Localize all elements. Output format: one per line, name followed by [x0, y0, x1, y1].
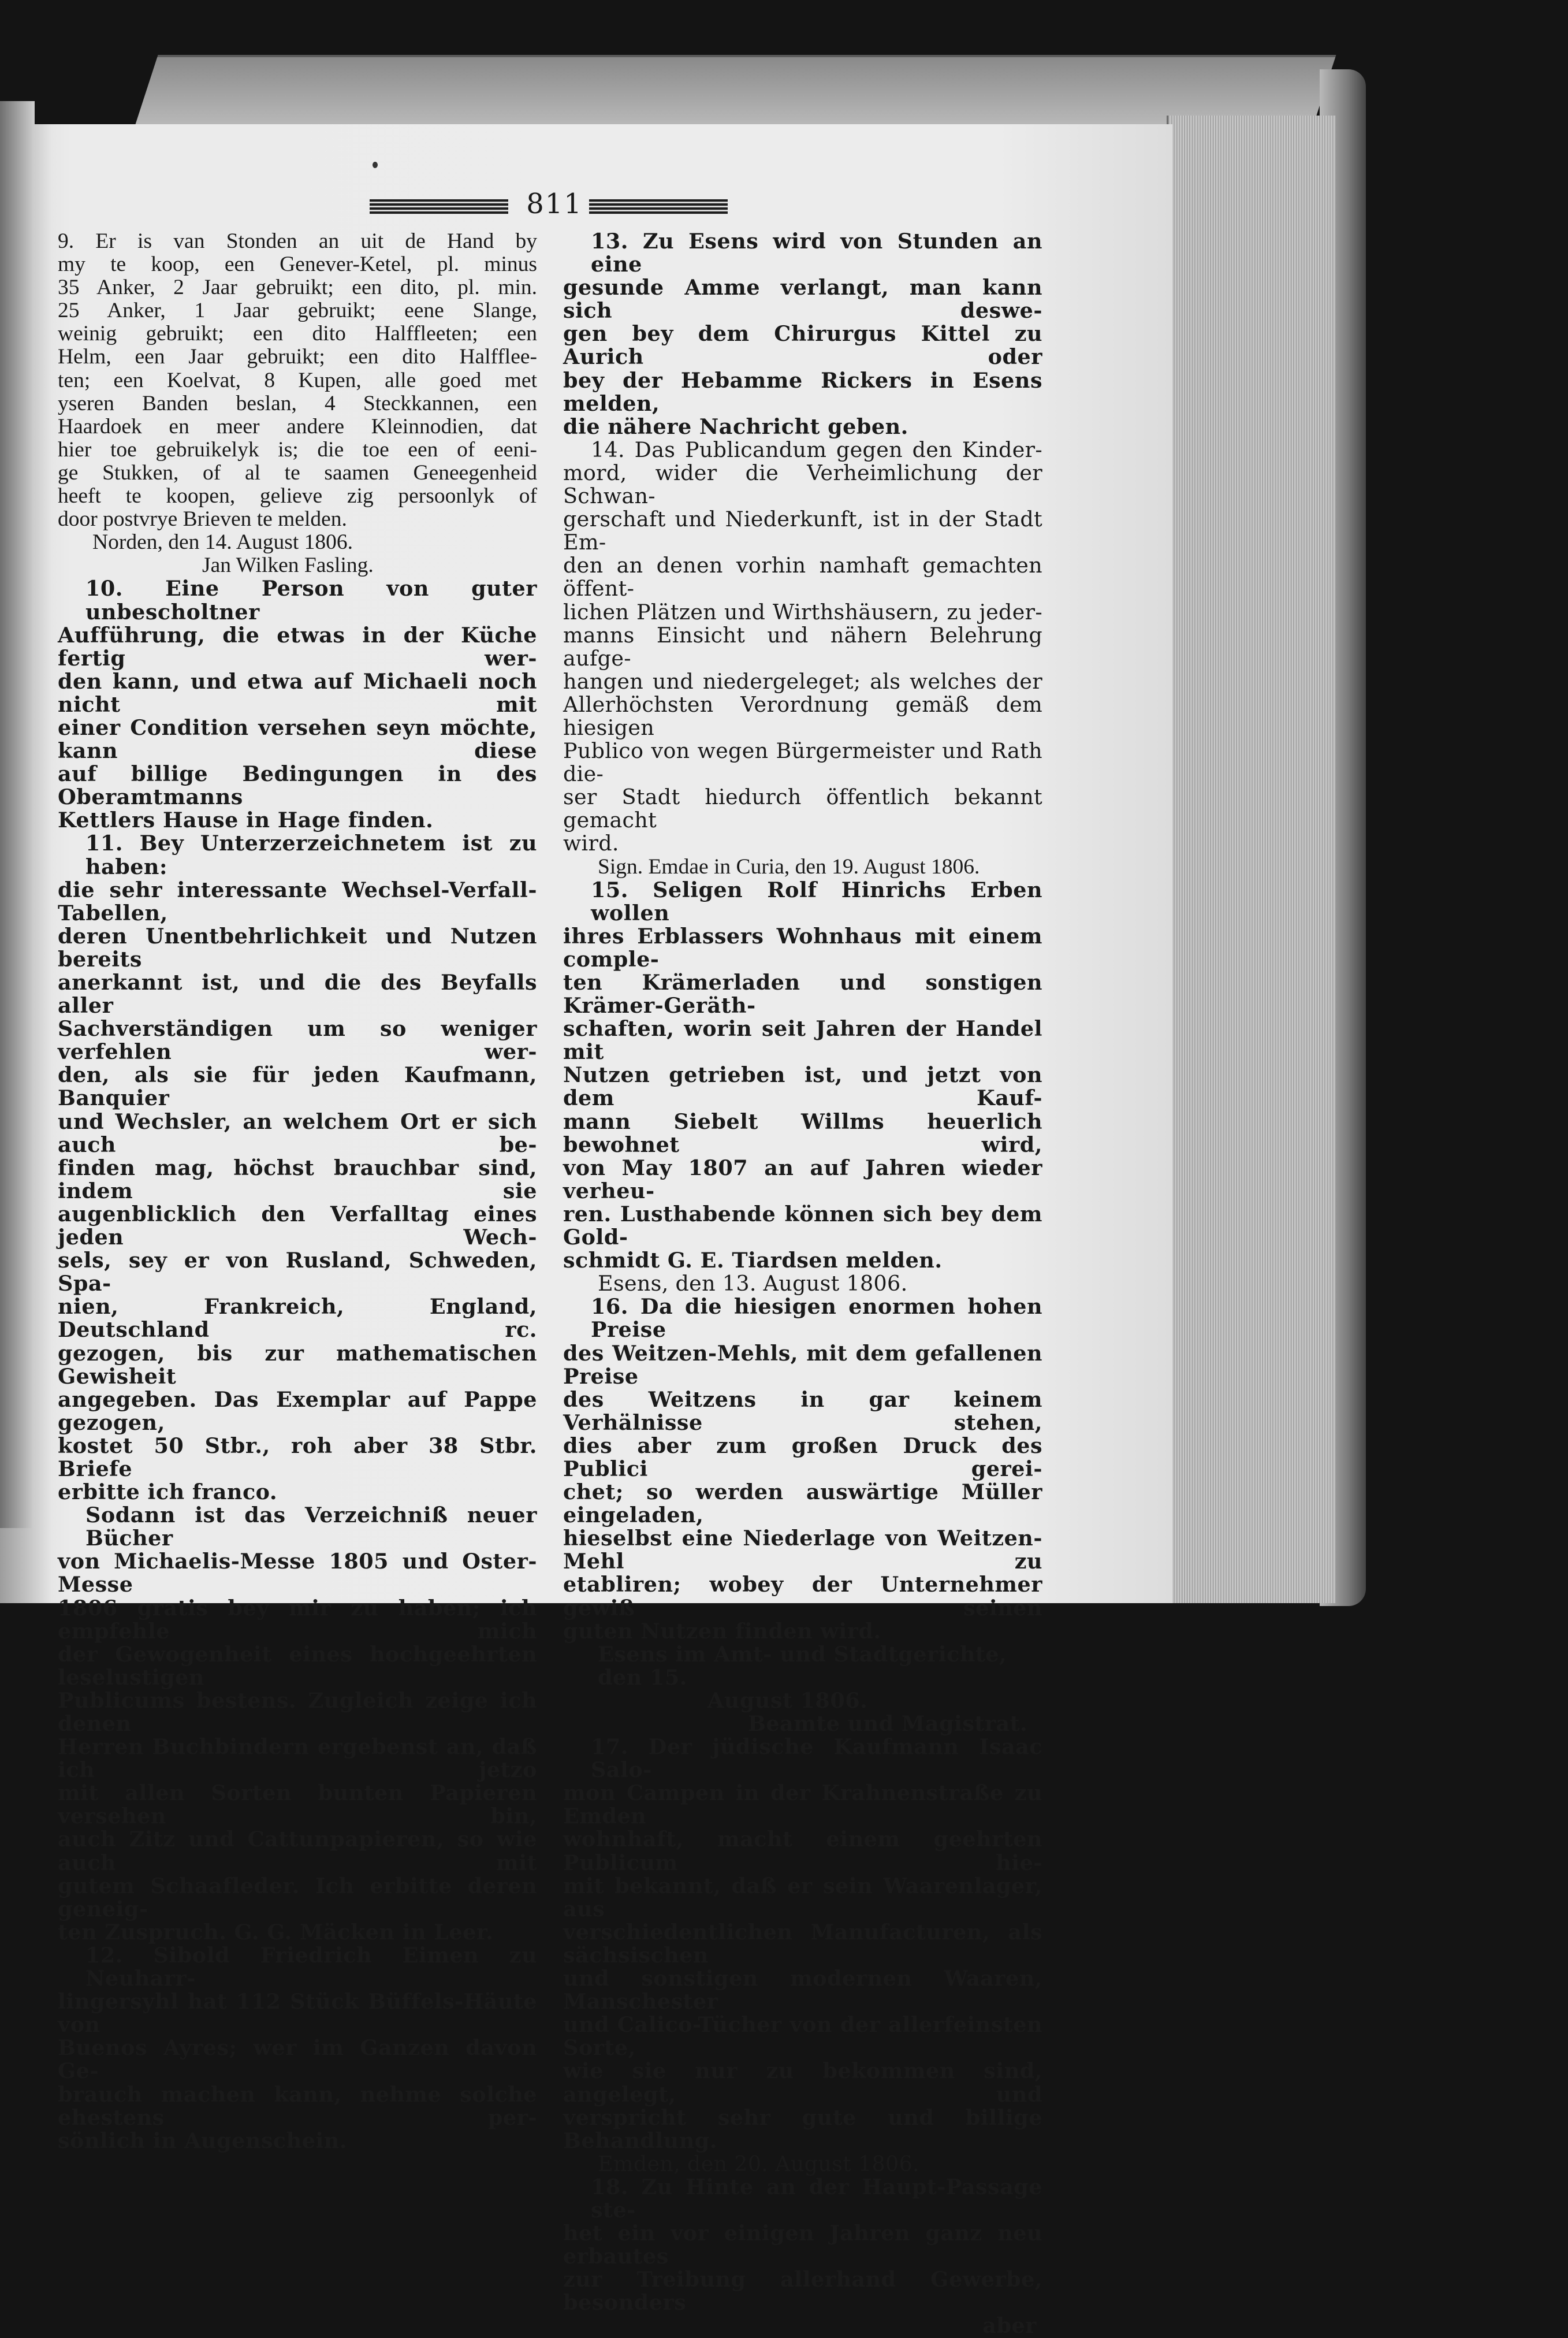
text-line: schmidt G. E. Tiardsen melden. — [563, 1248, 943, 1273]
text-line: August 1806. — [707, 1687, 868, 1713]
text-line: auch Zitz und Cattunpapieren, so wie auch mit — [58, 1827, 537, 1875]
text-line: ren. Lusthabende können sich bey dem Gold- — [563, 1201, 1042, 1250]
text-line: ten Zuspruch. G. G. Mäcken in Leer. — [58, 1919, 494, 1945]
text-line: mit allen Sorten bunten Papieren versehen bin, — [58, 1781, 537, 1829]
text-line: den an denen vorhin namhaft gemachten öffent- — [563, 553, 1042, 601]
text-line: mon Campen in der Krahnenstraße zu Emden — [563, 1781, 1042, 1829]
text-line: den, als sie für jeden Kaufmann, Banquier — [58, 1062, 537, 1111]
text-line: aber — [982, 2313, 1037, 2338]
text-line: weinig gebruikt; een dito Halffleeten; een — [58, 322, 537, 346]
text-line: wie sie nur zu bekommen sind, angelegt, und — [563, 2058, 1042, 2107]
text-line: door postvrye Brieven te melden. — [58, 507, 347, 531]
text-line: gesunde Amme verlangt, man kann sich deswe- — [563, 275, 1042, 324]
text-line: ihres Erblassers Wohnhaus mit einem comple- — [563, 923, 1042, 972]
text-line: etabliren; wobey der Unternehmer gewiß seinen — [563, 1572, 1042, 1620]
text-line: wohnhaft, macht einem geehrten Publicum hie- — [563, 1827, 1042, 1875]
text-line: Aufführung, die etwas in der Küche fertig wer- — [58, 622, 537, 671]
text-line: 11. Bey Unterzerzeichnetem ist zu haben: — [85, 831, 537, 879]
text-line: ge Stukken, of al te saamen Geneegenheid — [58, 460, 537, 485]
text-line: gerschaft und Niederkunft, ist in der Stadt Em- — [563, 507, 1042, 555]
text-line: und sonstigen modernen Waaren, Manschester — [563, 1966, 1042, 2014]
text-line: und Wechsler, an welchem Ort er sich auch be- — [58, 1109, 537, 1157]
text-line: mann Siebelt Willms heuerlich bewohnet wird, — [563, 1109, 1042, 1157]
text-line: kostet 50 Stbr., roh aber 38 Stbr. Briefe — [58, 1433, 537, 1481]
text-line: wird. — [563, 831, 619, 856]
text-line: Publico von wegen Bürgermeister und Rath die- — [563, 738, 1042, 787]
facing-page-sliver — [0, 101, 35, 1528]
text-line: bey der Hebamme Rickers in Esens melden, — [563, 367, 1042, 416]
text-line: 16. Da die hiesigen enormen hohen Preise — [591, 1294, 1042, 1343]
text-line: Kettlers Hause in Hage finden. — [58, 808, 434, 833]
text-line: anerkannt ist, und die des Beyfalls aller — [58, 970, 537, 1019]
text-line: Herren Buchbindern ergebenst an, daß ich jetzo — [58, 1734, 537, 1783]
text-line: ten Krämerladen und sonstigen Krämer-Geräth- — [563, 970, 1042, 1019]
text-line: auf billige Bedingungen in des Oberamtmanns — [58, 761, 537, 810]
text-line: von May 1807 an auf Jahren wieder verheu- — [563, 1155, 1042, 1203]
text-line: den kann, und etwa auf Michaeli noch nicht mit — [58, 668, 537, 717]
text-line: Norden, den 14. August 1806. — [92, 530, 353, 555]
text-line: die nähere Nachricht geben. — [563, 414, 908, 439]
text-line: 25 Anker, 1 Jaar gebruikt; eene Slange, — [58, 299, 537, 323]
text-line: verspricht sehr gute und billige Behandlung. — [563, 2105, 1042, 2153]
text-line: schaften, worin seit Jahren der Handel mit — [563, 1016, 1042, 1065]
text-line: 12. Sibold Friedrich Eimen zu Neuharr- — [85, 1942, 537, 1991]
page-block-edges — [1167, 116, 1336, 1603]
text-line: hieselbst eine Niederlage von Weitzen-Mehl zu — [563, 1526, 1042, 1574]
text-line: ten; een Koelvat, 8 Kupen, alle goed met — [58, 368, 537, 392]
text-line: yseren Banden beslan, 4 Steckkannen, een — [58, 391, 537, 415]
text-line: finden mag, höchst brauchbar sind, indem sie — [58, 1155, 537, 1203]
text-line: 18. Zu Hinte an der Haupt-Passage ste- — [591, 2174, 1042, 2222]
text-line: Jan Wilken Fasling. — [202, 553, 374, 578]
text-line: Sachverständigen um so weniger verfehlen wer- — [58, 1016, 537, 1065]
text-line: hangen und niedergeleget; als welches der — [563, 668, 1042, 694]
text-line: manns Einsicht und nähern Belehrung aufge- — [563, 622, 1042, 671]
text-line: lingersyhl hat 112 Stück Büffels-Häute von — [58, 1989, 537, 2038]
text-line: Sodann ist das Verzeichniß neuer Bücher — [85, 1503, 537, 1551]
text-line: hier toe gebruikelyk is; die toe een of eeni- — [58, 437, 537, 462]
left-text-column — [58, 230, 537, 2153]
text-line: und Calico-Tücher von der allerfeinsten Sorte, — [563, 2012, 1042, 2061]
text-line: 1806 gratis bey mir zu haben; ich empfehle mich — [58, 1595, 537, 1644]
text-line: lichen Plätzen und Wirthshäusern, zu jeder- — [563, 599, 1042, 625]
text-line: Beamte und Magistrat. — [748, 1711, 1028, 1736]
text-line: mord, wider die Verheimlichung der Schwan- — [563, 460, 1042, 509]
text-line: gen bey dem Chirurgus Kittel zu Aurich oder — [563, 321, 1042, 370]
text-line: brauch machen kann, nehme solche ehestens per- — [58, 2081, 537, 2130]
text-line: 17. Der jüdische Kaufmann Isaac Salo- — [591, 1734, 1042, 1783]
text-line: Haardoek en meer andere Kleinnodien, dat — [58, 414, 537, 438]
text-line: gezogen, bis zur mathematischen Gewisheit — [58, 1340, 537, 1389]
text-line: mit bekannt, daß er sein Waarenlager, aus — [563, 1873, 1042, 1921]
text-line: ser Stadt hiedurch öffentlich bekannt gemacht — [563, 785, 1042, 833]
text-line: 15. Seligen Rolf Hinrichs Erben wollen — [591, 877, 1042, 925]
text-line: 14. Das Publicandum gegen den Kinder- — [591, 437, 1042, 462]
text-line: gutem Schaafleder. Ich erbitte deren geneig- — [58, 1873, 537, 1921]
text-line: guten Nutzen finden wird. — [563, 1618, 881, 1644]
text-line: deren Unentbehrlichkeit und Nutzen bereits — [58, 923, 537, 972]
book-top-edge — [133, 55, 1336, 132]
text-line: Esens, den 13. August 1806. — [598, 1271, 908, 1296]
page-number: 811 — [526, 188, 583, 220]
text-line: heeft te koopen, gelieve zig persoonlyk of — [58, 484, 537, 508]
text-line: Buenos Ayres; wer im Ganzen davon Ge- — [58, 2035, 537, 2084]
text-line: die sehr interessante Wechsel-Verfall-Tabellen, — [58, 877, 537, 925]
text-line: einer Condition versehen seyn möchte, kann diese — [58, 715, 537, 764]
paper-speck — [373, 162, 378, 168]
right-text-column — [563, 230, 1042, 2338]
text-line: 35 Anker, 2 Jaar gebruikt; een dito, pl. min. — [58, 276, 537, 300]
header-rule-right — [589, 199, 728, 214]
text-line: Helm, een Jaar gebruikt; een dito Halfflee- — [58, 345, 537, 369]
text-line: der Gewogenheit eines hochgeehrten leselustigen — [58, 1641, 537, 1690]
text-line: des Weitzens in gar keinem Verhälnisse stehen, — [563, 1387, 1042, 1435]
text-line: sönlich in Augenschein. — [58, 2128, 348, 2153]
text-line: Sign. Emdae in Curia, den 19. August 1806. — [598, 854, 980, 879]
text-line: dies aber zum großen Druck des Publici gerei- — [563, 1433, 1042, 1481]
text-line: augenblicklich den Verfalltag eines jeden Wech- — [58, 1201, 537, 1250]
header-rule-left — [370, 199, 508, 214]
text-line: Esens im Amt- und Stadtgerichte, den 15. — [598, 1641, 1007, 1690]
text-line: 10. Eine Person von guter unbescholtner — [85, 576, 537, 625]
text-line: verschiedentlichen Manufacturen, als sächsischen — [563, 1919, 1042, 1968]
text-line: erbitte ich franco. — [58, 1480, 278, 1505]
text-line: 9. Er is van Stonden an uit de Hand by — [58, 229, 537, 253]
text-line: het ein vor einigen Jahren ganz neu erbautes — [563, 2221, 1042, 2269]
text-line: my te koop, een Genever-Ketel, pl. minus — [58, 252, 537, 277]
text-line: Nutzen getrieben ist, und jetzt von dem Kauf- — [563, 1062, 1042, 1111]
text-line: Allerhöchsten Verordnung gemäß dem hiesigen — [563, 692, 1042, 740]
text-line: sels, sey er von Rusland, Schweden, Spa- — [58, 1248, 537, 1296]
text-line: 13. Zu Esens wird von Stunden an eine — [591, 229, 1042, 277]
text-line: chet; so werden auswärtige Müller eingeladen, — [563, 1480, 1042, 1528]
text-line: Publicums bestens. Zugleich zeige ich denen — [58, 1687, 537, 1736]
text-line: nien, Frankreich, England, Deutschland rc. — [58, 1294, 537, 1343]
text-line: Emden, den 20. August 1806. — [598, 2151, 919, 2176]
text-line: von Michaelis-Messe 1805 und Oster-Messe — [58, 1549, 537, 1597]
text-line: angegeben. Das Exemplar auf Pappe gezogen, — [58, 1387, 537, 1435]
text-line: zur Treibung allerhand Gewerbe, besonders — [563, 2267, 1042, 2315]
text-line: des Weitzen-Mehls, mit dem gefallenen Preise — [563, 1340, 1042, 1389]
